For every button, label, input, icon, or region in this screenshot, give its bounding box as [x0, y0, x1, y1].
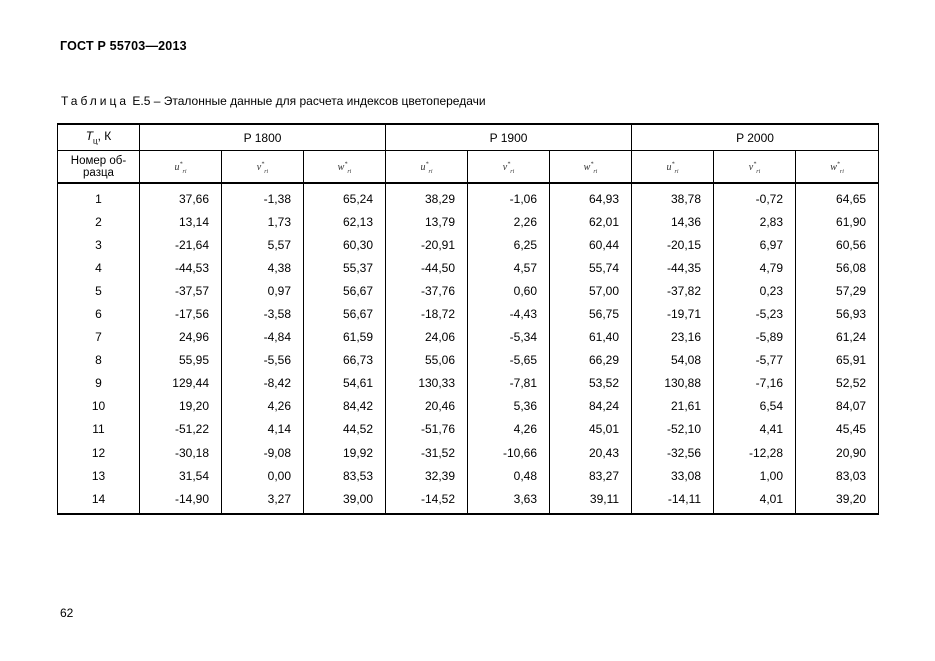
value-cell: 39,11: [550, 487, 632, 514]
value-cell: 24,06: [386, 326, 468, 349]
value-cell: -14,52: [386, 487, 468, 514]
value-cell: -1,38: [222, 183, 304, 210]
variable-header: $v^*_{ri}$: [714, 151, 796, 184]
value-cell: 39,00: [304, 487, 386, 514]
value-cell: 65,91: [796, 349, 879, 372]
value-cell: 56,75: [550, 302, 632, 325]
table-row: [58, 302, 879, 325]
value-cell: 44,52: [304, 418, 386, 441]
sample-number-cell: 8: [58, 349, 140, 372]
variable-header: $v^*_{ri}$: [468, 151, 550, 184]
value-cell: -18,72: [386, 302, 468, 325]
value-cell: 6,25: [468, 233, 550, 256]
value-cell: 60,56: [796, 233, 879, 256]
page-number: 62: [60, 606, 74, 620]
value-cell: -30,18: [140, 441, 222, 464]
value-cell: 64,65: [796, 183, 879, 210]
document-code: ГОСТ Р 55703—2013: [60, 39, 187, 53]
sample-number-header: Номер об-разца: [58, 151, 140, 184]
sample-number-cell: 5: [58, 279, 140, 302]
value-cell: -8,42: [222, 372, 304, 395]
value-cell: 61,24: [796, 326, 879, 349]
value-cell: 56,67: [304, 279, 386, 302]
value-cell: 60,30: [304, 233, 386, 256]
value-cell: -14,90: [140, 487, 222, 514]
variable-header: $u^*_{ri}$: [140, 151, 222, 184]
value-cell: 4,01: [714, 487, 796, 514]
table-row: [58, 256, 879, 279]
value-cell: 66,29: [550, 349, 632, 372]
value-cell: -12,28: [714, 441, 796, 464]
value-cell: 62,01: [550, 210, 632, 233]
value-cell: 55,95: [140, 349, 222, 372]
value-cell: -37,82: [632, 279, 714, 302]
value-cell: 1,73: [222, 210, 304, 233]
value-cell: -51,76: [386, 418, 468, 441]
table-row: [58, 487, 879, 514]
sample-number-cell: 13: [58, 464, 140, 487]
value-cell: -9,08: [222, 441, 304, 464]
value-cell: 66,73: [304, 349, 386, 372]
value-cell: 61,90: [796, 210, 879, 233]
value-cell: 6,54: [714, 395, 796, 418]
value-cell: 39,20: [796, 487, 879, 514]
value-cell: 56,93: [796, 302, 879, 325]
table-row: [58, 395, 879, 418]
variable-header: $v^*_{ri}$: [222, 151, 304, 184]
value-cell: -4,43: [468, 302, 550, 325]
value-cell: 33,08: [632, 464, 714, 487]
value-cell: -5,56: [222, 349, 304, 372]
value-cell: 5,57: [222, 233, 304, 256]
value-cell: 61,40: [550, 326, 632, 349]
value-cell: -20,15: [632, 233, 714, 256]
temperature-header: $T_ц$, К: [58, 124, 140, 151]
reference-data-table: [57, 123, 879, 515]
value-cell: 57,00: [550, 279, 632, 302]
value-cell: 56,67: [304, 302, 386, 325]
sample-number-cell: 2: [58, 210, 140, 233]
value-cell: -3,58: [222, 302, 304, 325]
value-cell: -52,10: [632, 418, 714, 441]
header-row-temperature: [58, 124, 879, 151]
value-cell: -10,66: [468, 441, 550, 464]
value-cell: 4,79: [714, 256, 796, 279]
value-cell: -5,77: [714, 349, 796, 372]
value-cell: 45,01: [550, 418, 632, 441]
group-header: P 2000: [632, 124, 879, 151]
value-cell: 52,52: [796, 372, 879, 395]
table-row: [58, 372, 879, 395]
value-cell: 61,59: [304, 326, 386, 349]
table-row: [58, 418, 879, 441]
value-cell: -0,72: [714, 183, 796, 210]
value-cell: -17,56: [140, 302, 222, 325]
table-row: [58, 279, 879, 302]
sample-number-cell: 11: [58, 418, 140, 441]
value-cell: -44,50: [386, 256, 468, 279]
value-cell: 24,96: [140, 326, 222, 349]
value-cell: 129,44: [140, 372, 222, 395]
value-cell: -5,65: [468, 349, 550, 372]
value-cell: 13,14: [140, 210, 222, 233]
value-cell: 0,97: [222, 279, 304, 302]
value-cell: 56,08: [796, 256, 879, 279]
value-cell: 19,20: [140, 395, 222, 418]
value-cell: 54,61: [304, 372, 386, 395]
value-cell: 20,43: [550, 441, 632, 464]
value-cell: -19,71: [632, 302, 714, 325]
value-cell: 83,27: [550, 464, 632, 487]
sample-number-cell: 10: [58, 395, 140, 418]
value-cell: 20,90: [796, 441, 879, 464]
value-cell: 130,33: [386, 372, 468, 395]
value-cell: 55,06: [386, 349, 468, 372]
value-cell: 0,23: [714, 279, 796, 302]
value-cell: 83,53: [304, 464, 386, 487]
value-cell: -32,56: [632, 441, 714, 464]
value-cell: 4,41: [714, 418, 796, 441]
value-cell: -4,84: [222, 326, 304, 349]
value-cell: -5,23: [714, 302, 796, 325]
value-cell: 38,29: [386, 183, 468, 210]
header-row-variables: [58, 151, 879, 184]
group-header: P 1800: [140, 124, 386, 151]
value-cell: 57,29: [796, 279, 879, 302]
value-cell: 3,27: [222, 487, 304, 514]
value-cell: -44,35: [632, 256, 714, 279]
value-cell: 4,57: [468, 256, 550, 279]
value-cell: 31,54: [140, 464, 222, 487]
value-cell: 6,97: [714, 233, 796, 256]
table-row: [58, 464, 879, 487]
variable-header: $w^*_{ri}$: [796, 151, 879, 184]
value-cell: 2,83: [714, 210, 796, 233]
value-cell: -44,53: [140, 256, 222, 279]
value-cell: -51,22: [140, 418, 222, 441]
value-cell: 5,36: [468, 395, 550, 418]
value-cell: -37,57: [140, 279, 222, 302]
value-cell: 55,74: [550, 256, 632, 279]
value-cell: -31,52: [386, 441, 468, 464]
value-cell: -21,64: [140, 233, 222, 256]
value-cell: 60,44: [550, 233, 632, 256]
value-cell: 4,26: [468, 418, 550, 441]
sample-number-cell: 6: [58, 302, 140, 325]
value-cell: 4,38: [222, 256, 304, 279]
value-cell: -5,89: [714, 326, 796, 349]
value-cell: 37,66: [140, 183, 222, 210]
value-cell: 1,00: [714, 464, 796, 487]
table-row: [58, 183, 879, 210]
value-cell: 0,48: [468, 464, 550, 487]
value-cell: 23,16: [632, 326, 714, 349]
value-cell: 0,00: [222, 464, 304, 487]
value-cell: 55,37: [304, 256, 386, 279]
value-cell: 53,52: [550, 372, 632, 395]
sample-number-cell: 14: [58, 487, 140, 514]
variable-header: $w^*_{ri}$: [304, 151, 386, 184]
table-caption: [61, 94, 486, 108]
value-cell: 32,39: [386, 464, 468, 487]
value-cell: -7,81: [468, 372, 550, 395]
value-cell: 84,24: [550, 395, 632, 418]
value-cell: 2,26: [468, 210, 550, 233]
variable-header: $u^*_{ri}$: [632, 151, 714, 184]
value-cell: -1,06: [468, 183, 550, 210]
value-cell: 38,78: [632, 183, 714, 210]
value-cell: -37,76: [386, 279, 468, 302]
value-cell: 19,92: [304, 441, 386, 464]
table-row: [58, 233, 879, 256]
value-cell: 84,07: [796, 395, 879, 418]
table-row: [58, 326, 879, 349]
value-cell: -5,34: [468, 326, 550, 349]
caption-word: Таблица: [61, 94, 130, 108]
sample-number-cell: 12: [58, 441, 140, 464]
value-cell: -7,16: [714, 372, 796, 395]
group-header: P 1900: [386, 124, 632, 151]
sample-number-cell: 3: [58, 233, 140, 256]
caption-text: Е.5 – Эталонные данные для расчета индексов цветопередачи: [129, 94, 486, 108]
variable-header: $w^*_{ri}$: [550, 151, 632, 184]
value-cell: 4,14: [222, 418, 304, 441]
value-cell: 20,46: [386, 395, 468, 418]
value-cell: 130,88: [632, 372, 714, 395]
value-cell: -14,11: [632, 487, 714, 514]
value-cell: 3,63: [468, 487, 550, 514]
value-cell: 65,24: [304, 183, 386, 210]
value-cell: 64,93: [550, 183, 632, 210]
value-cell: 84,42: [304, 395, 386, 418]
value-cell: 14,36: [632, 210, 714, 233]
value-cell: 54,08: [632, 349, 714, 372]
variable-header: $u^*_{ri}$: [386, 151, 468, 184]
value-cell: 21,61: [632, 395, 714, 418]
sample-number-cell: 4: [58, 256, 140, 279]
table-row: [58, 349, 879, 372]
value-cell: -20,91: [386, 233, 468, 256]
table-body: [58, 183, 879, 514]
value-cell: 45,45: [796, 418, 879, 441]
table-row: [58, 210, 879, 233]
table-row: [58, 441, 879, 464]
sample-number-cell: 1: [58, 183, 140, 210]
sample-number-cell: 7: [58, 326, 140, 349]
value-cell: 83,03: [796, 464, 879, 487]
value-cell: 4,26: [222, 395, 304, 418]
value-cell: 0,60: [468, 279, 550, 302]
value-cell: 62,13: [304, 210, 386, 233]
sample-number-cell: 9: [58, 372, 140, 395]
value-cell: 13,79: [386, 210, 468, 233]
